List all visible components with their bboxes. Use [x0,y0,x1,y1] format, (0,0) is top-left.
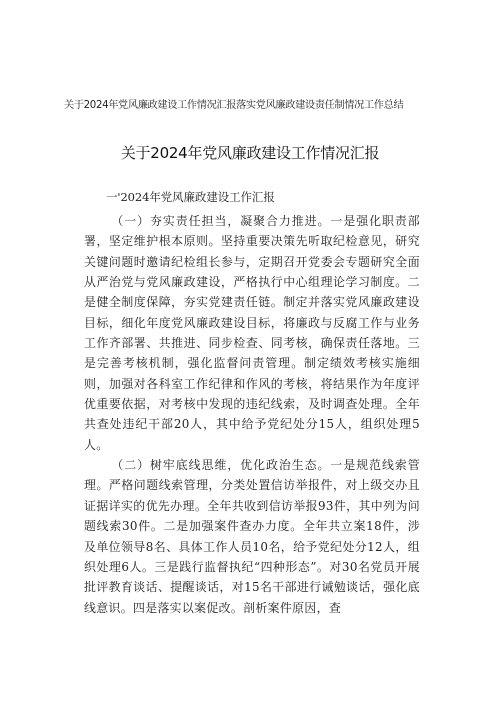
document-body [84,211,420,618]
document-header: 关于2024年党风廉政建设工作情况汇报落实党风廉政建设责任制情况工作总结 [64,100,404,111]
paragraph: （二）树牢底线思维，优化政治生态。一是规范线索管理。严格问题线索管理，分类处置信访举报件，对上级交办且证据详实的优先办理。全年共收到信访举报93件，其中列为问题线索30件。二是加强案件查办力度。全年共立案18件，涉及单位领导8名、具体工作人员10名，给予党纪处分12人，组织处理6人。三是践行监督执纪“四种形态”。对30名党员开展批评教育谈话、提醒谈话，对15名干部进行诫勉谈话，强化底线意识。四是落实以案促改。剖析案件原因，查 [84,458,420,615]
section-heading: 一'2024年党风廉政建设工作汇报 [106,190,275,204]
document-title: 关于2024年党风廉政建设工作情况汇报 [120,144,380,162]
paragraph: （一）夯实责任担当，凝聚合力推进。一是强化职责部署，坚定维护根本原则。坚持重要决策先听取纪检意见，研究关键问题时邀请纪检组长参与，定期召开党委会专题研究全面从严治党与党风廉政建设，严格执行中心组理论学习制度。二是健全制度保障，夯实党建责任链。制定并落实党风廉政建设目标，细化年度党风廉政建设目标，将廉政与反腐工作与业务工作齐部署、共推进、同步检查、同考核，确保责任落地。三是完善考核机制，强化监督问责管理。制定绩效考核实施细则，加强对各科室工作纪律和作风的考核，将结果作为年度评优重要依据，对考核中发现的违纪线索，及时调查处理。全年共查处违纪干部20人，其中给予党纪处分15人，组织处理5人。 [84,214,420,452]
